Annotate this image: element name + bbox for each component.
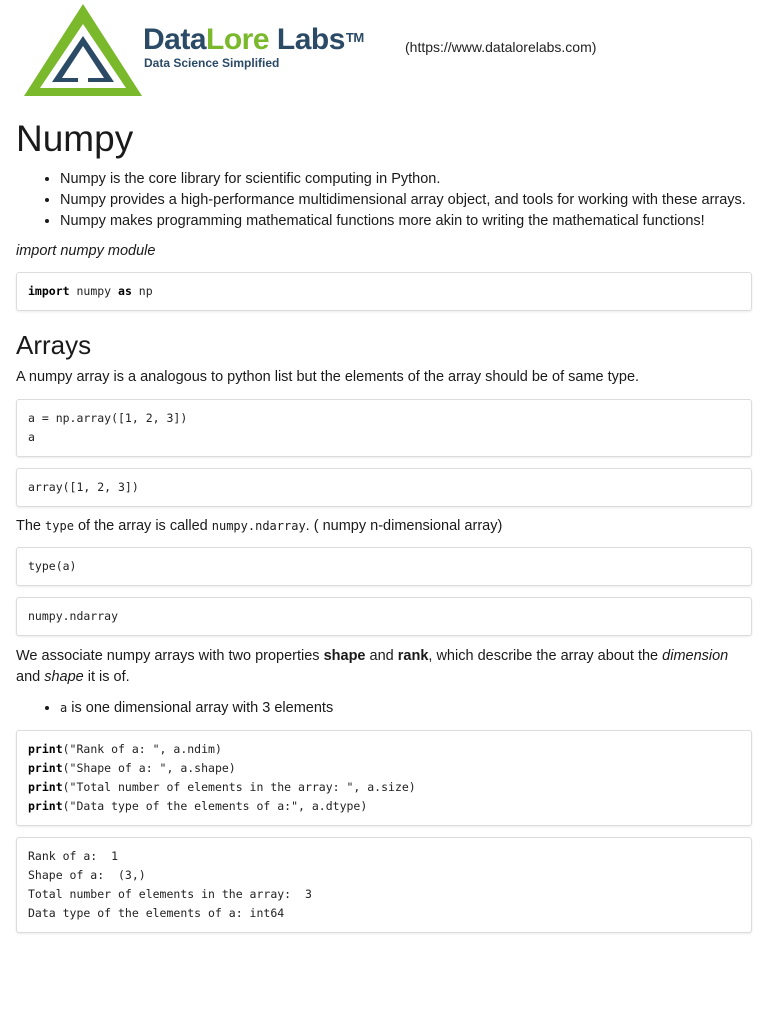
italic-text: shape: [44, 669, 84, 685]
type-description: [16, 516, 752, 537]
keyword: print: [28, 780, 63, 794]
keyword: import: [28, 284, 70, 298]
code-line: [28, 778, 740, 797]
text: The: [16, 518, 46, 534]
brand: [143, 22, 364, 70]
inline-code: a: [60, 701, 68, 715]
code-cell-array[interactable]: a = np.array([1, 2, 3]) a: [16, 399, 752, 457]
numpy-heading: Numpy: [16, 118, 134, 159]
code-text: ("Total number of elements in the array: ", a.size): [62, 780, 416, 794]
numpy-bullet-list: [16, 169, 752, 232]
code-text: np: [131, 284, 153, 298]
inline-code: numpy.ndarray: [211, 519, 306, 533]
list-item: • Numpy makes programming mathematical functions more akin to writing the mathematical functions!: [60, 211, 752, 232]
output-cell-print[interactable]: Rank of a: 1 Shape of a: (3,) Total number of elements in the array: 3 Data type of the elements of a: int64: [16, 837, 752, 933]
keyword: as: [118, 284, 132, 298]
bold-text: shape: [323, 648, 366, 664]
arrays-heading: Arrays: [16, 330, 92, 360]
code-text: ("Rank of a: ", a.ndim): [62, 742, 222, 756]
brand-tagline: Data Science Simplified: [144, 56, 280, 70]
output-cell-array[interactable]: array([1, 2, 3]): [16, 468, 752, 507]
text: and: [16, 669, 45, 685]
keyword: print: [28, 761, 63, 775]
italic-text: dimension: [662, 648, 729, 664]
arrays-intro: A numpy array is a analogous to python list but the elements of the array should be of same type.: [16, 369, 640, 385]
list-item: [60, 698, 752, 719]
code-line: [28, 740, 740, 759]
code-line: [28, 797, 740, 816]
keyword: print: [28, 742, 63, 756]
text: and: [365, 648, 398, 664]
main-content: [16, 112, 752, 933]
page-header: [0, 0, 768, 100]
datalore-logo-icon: [22, 2, 144, 98]
inline-code: type: [45, 519, 74, 533]
code-cell-import[interactable]: [16, 272, 752, 311]
text: of the array is called: [73, 518, 212, 534]
code-cell-print[interactable]: [16, 730, 752, 826]
brand-name: [143, 22, 364, 58]
code-text: ("Data type of the elements of a:", a.dtype): [62, 799, 368, 813]
list-item: • Numpy is the core library for scientific computing in Python.: [60, 169, 752, 190]
array-bullet-list: [16, 698, 752, 719]
website-url[interactable]: (https://www.datalorelabs.com): [405, 39, 597, 55]
code-text: numpy: [69, 284, 119, 298]
text: We associate numpy arrays with two properties: [16, 648, 324, 664]
keyword: print: [28, 799, 63, 813]
code-cell-type[interactable]: type(a): [16, 547, 752, 586]
import-caption: import numpy module: [16, 243, 156, 259]
text: it is of.: [83, 669, 130, 685]
code-line: [28, 759, 740, 778]
brand-labs: Labs: [269, 23, 345, 56]
brand-lore: Lore: [206, 23, 270, 56]
properties-description: [16, 646, 752, 688]
text: is one dimensional array with 3 elements: [67, 700, 334, 716]
code-text: ("Shape of a: ", a.shape): [62, 761, 236, 775]
output-cell-type[interactable]: numpy.ndarray: [16, 597, 752, 636]
list-item: • Numpy provides a high-performance multidimensional array object, and tools for working with these arrays.: [60, 190, 752, 211]
text: , which describe the array about the: [428, 648, 663, 664]
brand-data: Data: [143, 23, 207, 56]
text: . ( numpy n-dimensional array): [305, 518, 503, 534]
trademark: TM: [345, 30, 364, 45]
bold-text: rank: [397, 648, 429, 664]
